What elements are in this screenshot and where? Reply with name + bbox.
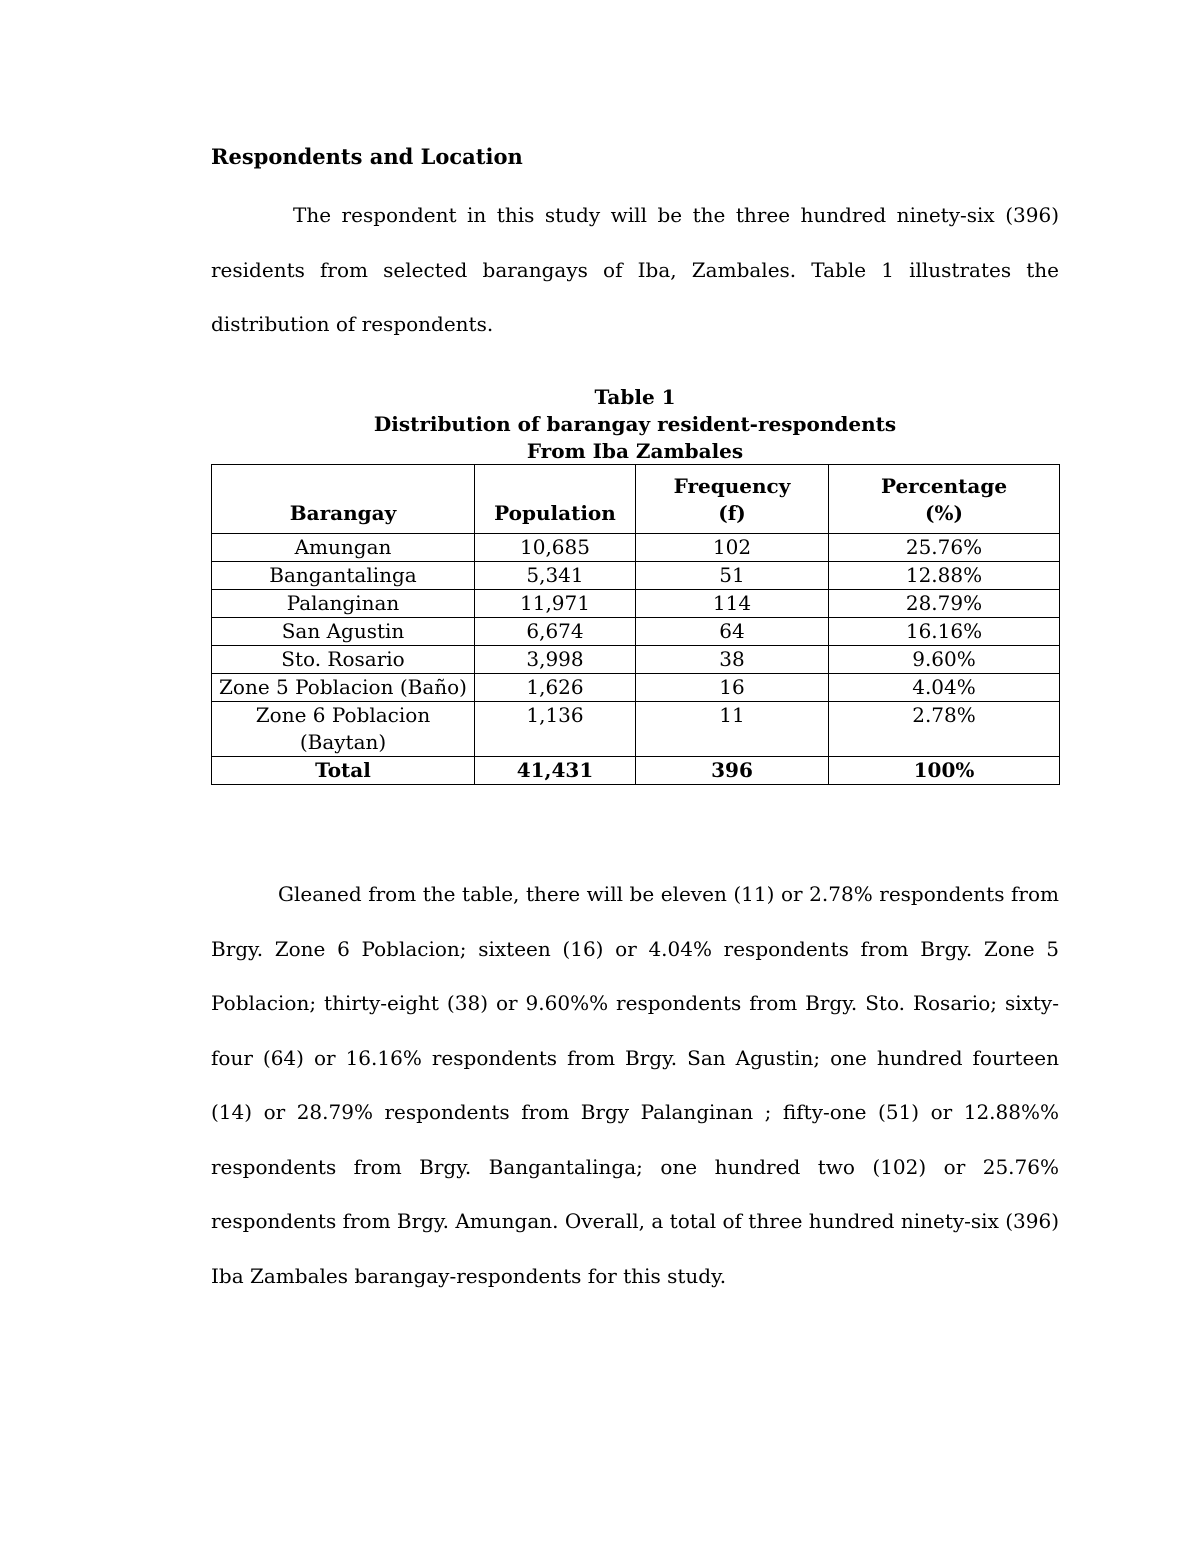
header-percentage [829,465,1060,534]
cell-frequency: 114 [636,590,829,618]
header-frequency-unit: (f) [718,501,746,525]
table-title: Distribution of barangay resident-respondents [373,412,897,436]
header-frequency [636,465,829,534]
header-barangay: Barangay [212,465,475,534]
table-total-row [212,757,1060,785]
table-row [212,702,1060,757]
header-percentage-unit: (%) [925,501,963,525]
cell-frequency: 51 [636,562,829,590]
header-population: Population [475,465,636,534]
table-header-row [212,465,1060,534]
cell-population: 5,341 [475,562,636,590]
total-population: 41,431 [475,757,636,785]
table-row [212,534,1060,562]
cell-population: 1,626 [475,674,636,702]
cell-barangay: Amungan [212,534,475,562]
distribution-table [211,464,1060,785]
cell-percentage: 25.76% [829,534,1060,562]
table-row [212,674,1060,702]
table-subtitle: From Iba Zambales [526,439,744,463]
discussion-paragraph: Gleaned from the table, there will be eleven (11) or 2.78% respondents from Brgy. Zone 6 Poblacion; sixteen (16) or 4.04% respondents from Brgy. Zone 5 Poblacion; thirty-eight (38) or 9.60%% respondents from Brgy. Sto. Rosario; sixty-four (64) or 16.16% respondents from Brgy. San Agustin; one hundred fourteen (14) or 28.79% respondents from Brgy Palanginan ; fifty-one (51) or 12.88%% respondents from Brgy. Bangantalinga; one hundred two (102) or 25.76% respondents from Brgy. Amungan. Overall, a total of three hundred ninety-six (396) Iba Zambales barangay-respondents for this study. [211,882,1059,1288]
cell-barangay: Zone 6 Poblacion (Baytan) [212,702,475,757]
cell-percentage: 4.04% [829,674,1060,702]
cell-percentage: 2.78% [829,702,1060,757]
cell-barangay: San Agustin [212,618,475,646]
cell-population: 3,998 [475,646,636,674]
cell-population: 11,971 [475,590,636,618]
cell-barangay: Sto. Rosario [212,646,475,674]
cell-frequency: 64 [636,618,829,646]
cell-frequency: 102 [636,534,829,562]
total-frequency: 396 [636,757,829,785]
cell-percentage: 16.16% [829,618,1060,646]
cell-percentage: 28.79% [829,590,1060,618]
cell-barangay: Zone 5 Poblacion (Baño) [212,674,475,702]
cell-percentage: 9.60% [829,646,1060,674]
table-row [212,646,1060,674]
table-row [212,590,1060,618]
cell-population: 1,136 [475,702,636,757]
table-row [212,618,1060,646]
table-label: Table 1 [594,385,676,409]
cell-percentage: 12.88% [829,562,1060,590]
section-heading: Respondents and Location [211,144,523,169]
total-label: Total [212,757,475,785]
intro-paragraph: The respondent in this study will be the three hundred ninety-six (396) residents from selected barangays of Iba, Zambales. Table 1 illustrates the distribution of respondents. [211,203,1059,336]
header-frequency-label: Frequency [673,474,791,498]
cell-barangay: Bangantalinga [212,562,475,590]
table-row [212,562,1060,590]
cell-frequency: 11 [636,702,829,757]
header-percentage-label: Percentage [880,474,1008,498]
cell-barangay: Palanginan [212,590,475,618]
cell-population: 10,685 [475,534,636,562]
cell-frequency: 16 [636,674,829,702]
cell-frequency: 38 [636,646,829,674]
cell-population: 6,674 [475,618,636,646]
total-percentage: 100% [829,757,1060,785]
